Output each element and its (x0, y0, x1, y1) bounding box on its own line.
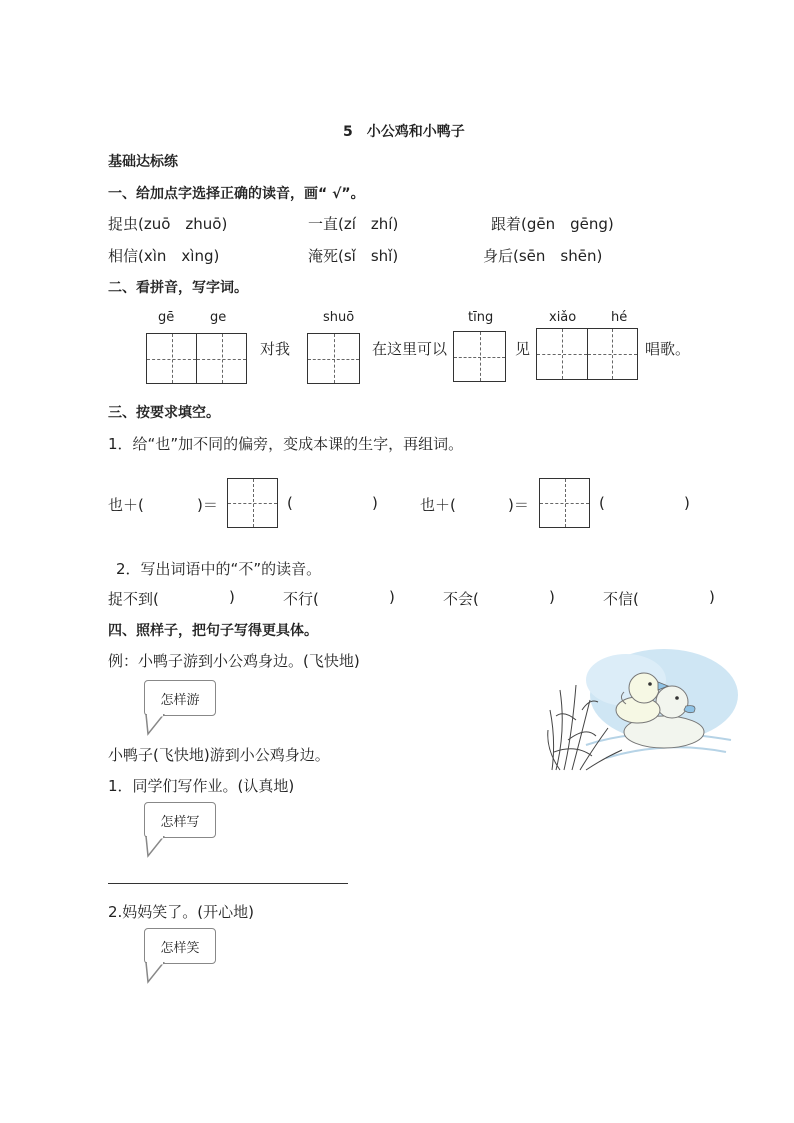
s2-text: 在这里可以 (372, 340, 448, 358)
s1-item: 一直(zí zhí) (308, 215, 399, 233)
s3-question2: 2．写出词语中的“不”的读音。 (116, 560, 322, 578)
writing-grid[interactable] (146, 333, 247, 384)
s4-question2: 2.妈妈笑了。(开心地) (108, 903, 255, 921)
formula-prefix: 也＋( (420, 496, 456, 514)
formula-prefix: 也＋( (108, 496, 144, 514)
pronunciation-word: 不行( (283, 590, 319, 608)
answer-line[interactable] (108, 883, 348, 884)
paren-close: ) (684, 494, 690, 512)
paren-close: ) (372, 494, 378, 512)
s1-item: 跟着(gēn gēng) (491, 215, 614, 233)
s2-text: 见 (515, 340, 531, 358)
formula-eq: )＝ (508, 496, 529, 514)
pinyin-label: gē (158, 310, 175, 325)
section1-heading: 一、给加点字选择正确的读音，画“ √”。 (108, 186, 365, 202)
bubble-tail (144, 962, 168, 984)
pinyin-label: shuō (323, 310, 355, 325)
section4-heading: 四、照样子，把句子写得更具体。 (108, 623, 318, 639)
formula-eq: )＝ (197, 496, 218, 514)
s1-item: 淹死(sǐ shǐ) (308, 247, 399, 265)
bubble-tail (144, 836, 168, 858)
paren-close: ) (709, 588, 715, 606)
bubble-tail (144, 714, 168, 736)
pronunciation-word: 不信( (603, 590, 639, 608)
paren-open: ( (287, 494, 293, 512)
pinyin-label: tīng (468, 310, 494, 325)
s3-question1: 1．给“也”加不同的偏旁，变成本课的生字，再组词。 (108, 435, 464, 453)
writing-grid[interactable] (307, 333, 360, 384)
pinyin-label: ge (210, 310, 227, 325)
s2-text: 对我 (260, 340, 291, 358)
duck-and-chick-illustration (546, 640, 738, 774)
pronunciation-word: 不会( (443, 590, 479, 608)
speech-bubble: 怎样游 (144, 680, 216, 716)
writing-grid[interactable] (227, 478, 278, 528)
paren-close: ) (229, 588, 235, 606)
pinyin-label: xiǎo (549, 310, 577, 325)
section3-heading: 三、按要求填空。 (108, 405, 220, 421)
speech-bubble: 怎样写 (144, 802, 216, 838)
pronunciation-word: 捉不到( (108, 590, 159, 608)
s2-text: 唱歌。 (645, 340, 691, 358)
writing-grid[interactable] (536, 328, 638, 380)
s4-question1: 1．同学们写作业。(认真地) (108, 777, 295, 795)
speech-bubble: 怎样笑 (144, 928, 216, 964)
paren-close: ) (549, 588, 555, 606)
page-title: 5 小公鸡和小鸭子 (343, 124, 465, 140)
s1-item: 身后(sēn shēn) (483, 247, 603, 265)
s1-item: 捉虫(zuō zhuō) (108, 215, 228, 233)
subtitle: 基础达标练 (108, 154, 178, 170)
paren-close: ) (389, 588, 395, 606)
paren-open: ( (599, 494, 605, 512)
writing-grid[interactable] (453, 331, 506, 382)
example-sentence: 例：小鸭子游到小公鸡身边。(飞快地) (108, 652, 360, 670)
s1-item: 相信(xìn xìng) (108, 247, 220, 265)
pinyin-label: hé (611, 310, 628, 325)
section2-heading: 二、看拼音，写字词。 (108, 280, 248, 296)
writing-grid[interactable] (539, 478, 590, 528)
example-answer: 小鸭子(飞快地)游到小公鸡身边。 (108, 746, 330, 764)
